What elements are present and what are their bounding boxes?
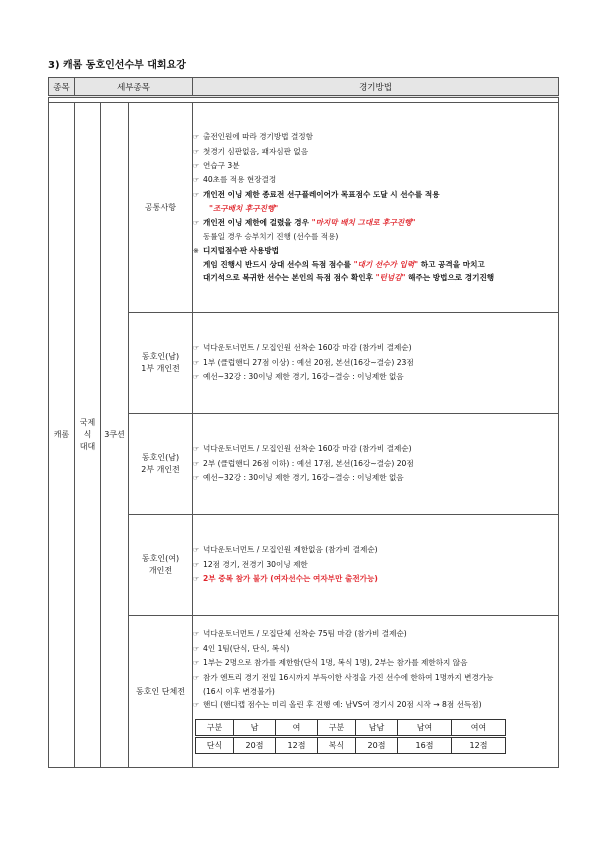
pointing-hand-icon: ☞ [193, 133, 200, 142]
method-text: 예선~32강 : 30이닝 제한 경기, 16강~결승 : 이닝제한 없음 [203, 372, 404, 382]
method-text: 개인전 이닝 제한에 걸렸을 경우 [203, 217, 312, 227]
method-line [193, 173, 558, 187]
method-line [193, 145, 558, 159]
row-label: 동호인(여) 개인전 [129, 515, 193, 616]
method-text: 첫경기 심판없음, 패자심판 없음 [203, 146, 309, 156]
method-text: 연습구 3분 [203, 161, 240, 171]
handicap-header-cell: 구분 [318, 719, 356, 736]
method-text: "마지막 배치 그대로 후구진행" [311, 217, 416, 227]
method-text: 디지털점수판 사용방법 [203, 245, 280, 255]
pointing-hand-icon: ☞ [193, 373, 200, 382]
method-text: 참가 엔트리 경기 전일 16시까지 부득이한 사정을 가진 선수에 한하여 1명까지 변경가능 [203, 672, 494, 682]
method-text: 12점 경기, 전경기 30이닝 제한 [203, 559, 308, 569]
handicap-header-cell: 남여 [398, 719, 452, 736]
method-line [193, 642, 558, 656]
row-label: 동호인(남) 1부 개인전 [129, 313, 193, 414]
method-line [193, 457, 558, 471]
category-cell: 캐롬 [49, 103, 75, 768]
handicap-value-cell: 단식 [196, 736, 234, 753]
method-text: 동률일 경우 승부치기 진행 (선수를 적용) [203, 232, 339, 242]
pointing-hand-icon: ☞ [193, 560, 200, 569]
method-line [193, 130, 558, 144]
rules-table [48, 77, 559, 768]
pointing-hand-icon: ☞ [193, 644, 200, 653]
method-line [193, 244, 558, 258]
pointing-hand-icon: ☞ [193, 546, 200, 555]
subcategory-cell: 국제 식 대대 [75, 103, 101, 768]
pointing-hand-icon: ☞ [193, 344, 200, 353]
method-line [193, 698, 558, 712]
method-line [193, 216, 558, 230]
header-category: 종목 [49, 78, 75, 97]
method-cell [193, 313, 559, 414]
method-text: 넉다운토너먼트 / 모집인원 선착순 160강 마감 (참가비 결제순) [203, 444, 412, 454]
method-text: 넉다운토너먼트 / 모집인원 제한없음 (참가비 결제순) [203, 545, 378, 555]
method-text: 2부 중복 참가 불가 (여자선수는 여자부만 출전가능) [203, 574, 378, 584]
method-text: 해주는 방법으로 경기진행 [405, 273, 495, 283]
cushion-cell: 3쿠션 [101, 103, 129, 768]
method-text: 예선~32강 : 30이닝 제한 경기, 16강~결승 : 이닝제한 없음 [203, 473, 404, 483]
pointing-hand-icon: ☞ [193, 474, 200, 483]
method-line [193, 543, 558, 557]
table-header-row [49, 78, 559, 97]
method-cell [193, 103, 559, 313]
method-text: 40초를 적용 현장결정 [203, 175, 277, 185]
method-text: 게임 진행시 반드시 상대 선수의 득점 점수를 [203, 259, 354, 269]
pointing-hand-icon: ☞ [193, 445, 200, 454]
pointing-hand-icon: ☞ [193, 575, 200, 584]
handicap-header-cell: 구분 [196, 719, 234, 736]
pointing-hand-icon: ☞ [193, 162, 200, 171]
method-text: "조구배치 후구진행" [209, 204, 279, 214]
handicap-header-cell: 남 [234, 719, 276, 736]
method-cell [193, 414, 559, 515]
method-line [193, 685, 558, 698]
method-text: (16시 이후 변경불가) [203, 686, 275, 696]
pointing-hand-icon: ☞ [193, 147, 200, 156]
method-line [193, 159, 558, 173]
pointing-hand-icon: ☞ [193, 630, 200, 639]
method-text: 넉다운토너먼트 / 모집단체 선착순 75팀 마감 (참가비 결제순) [203, 629, 407, 639]
method-line [193, 356, 558, 370]
method-text: 4인 1팀(단식, 단식, 복식) [203, 643, 290, 653]
pointing-hand-icon: ☞ [193, 459, 200, 468]
method-cell [193, 616, 559, 768]
handicap-header-cell: 여여 [452, 719, 506, 736]
row-label: 동호인 단체전 [129, 616, 193, 768]
method-line [193, 442, 558, 456]
method-text: 대기석으로 복귀한 선수는 본인의 득점 점수 확인후 [203, 273, 376, 283]
method-line [193, 370, 558, 384]
method-text: 넉다운토너먼트 / 모집인원 선착순 160강 마감 (참가비 결제순) [203, 343, 412, 353]
handicap-value-cell: 16점 [398, 736, 452, 753]
handicap-table [195, 719, 506, 754]
method-text: "턴넘김" [375, 273, 406, 283]
method-line [193, 230, 558, 243]
handicap-value-cell: 20점 [356, 736, 398, 753]
pointing-hand-icon: ☞ [193, 190, 200, 199]
pointing-hand-icon: ☞ [193, 358, 200, 367]
header-detail: 세부종목 [75, 78, 193, 97]
pointing-hand-icon: ☞ [193, 673, 200, 682]
method-line [193, 656, 558, 670]
pointing-hand-icon: ☞ [193, 176, 200, 185]
method-text: 개인전 이닝 제한 종료전 선구플레이어가 목표점수 도달 시 선수를 적용 [203, 189, 440, 199]
handicap-header-cell: 남남 [356, 719, 398, 736]
method-text: 1부 (클럽핸디 27점 이상) : 예선 20점, 본선(16강~결승) 23점 [203, 357, 414, 367]
method-text: 2부 (클럽핸디 26점 이하) : 예선 17점, 본선(16강~결승) 20점 [203, 458, 414, 468]
handicap-value-cell: 12점 [276, 736, 318, 753]
pointing-hand-icon: ☞ [193, 659, 200, 668]
method-line [193, 258, 558, 271]
pointing-hand-icon: ☞ [193, 218, 200, 227]
method-line [193, 202, 558, 215]
method-line [193, 627, 558, 641]
handicap-header-cell: 여 [276, 719, 318, 736]
page-title: 3) 캐롬 동호인선수부 대회요강 [48, 60, 186, 71]
method-line [193, 471, 558, 485]
row-label: 공통사항 [129, 103, 193, 313]
handicap-value-cell: 20점 [234, 736, 276, 753]
handicap-value-cell: 12점 [452, 736, 506, 753]
method-line [193, 188, 558, 202]
method-line [193, 572, 558, 586]
row-label: 동호인(남) 2부 개인전 [129, 414, 193, 515]
header-method: 경기방법 [193, 78, 559, 97]
method-cell [193, 515, 559, 616]
method-text: 핸디 (핸디캡 점수는 미리 올린 후 진행 예: 남VS여 경기시 20점 시작 → 8점 선득점) [203, 700, 482, 710]
method-line [193, 271, 558, 284]
method-text: "대기 선수가 입력" [353, 259, 419, 269]
handicap-value-cell: 복식 [318, 736, 356, 753]
method-text: 1부는 2명으로 참가를 제한함(단식 1명, 복식 1명), 2부는 참가를 제한하지 않음 [203, 658, 468, 668]
note-mark-icon: ※ [193, 246, 199, 255]
method-text: 하고 공격을 마치고 [418, 259, 485, 269]
method-line [193, 341, 558, 355]
method-line [193, 558, 558, 572]
method-text: 출전인원에 따라 경기방법 결정함 [203, 132, 313, 142]
method-line [193, 671, 558, 685]
pointing-hand-icon: ☞ [193, 701, 200, 710]
